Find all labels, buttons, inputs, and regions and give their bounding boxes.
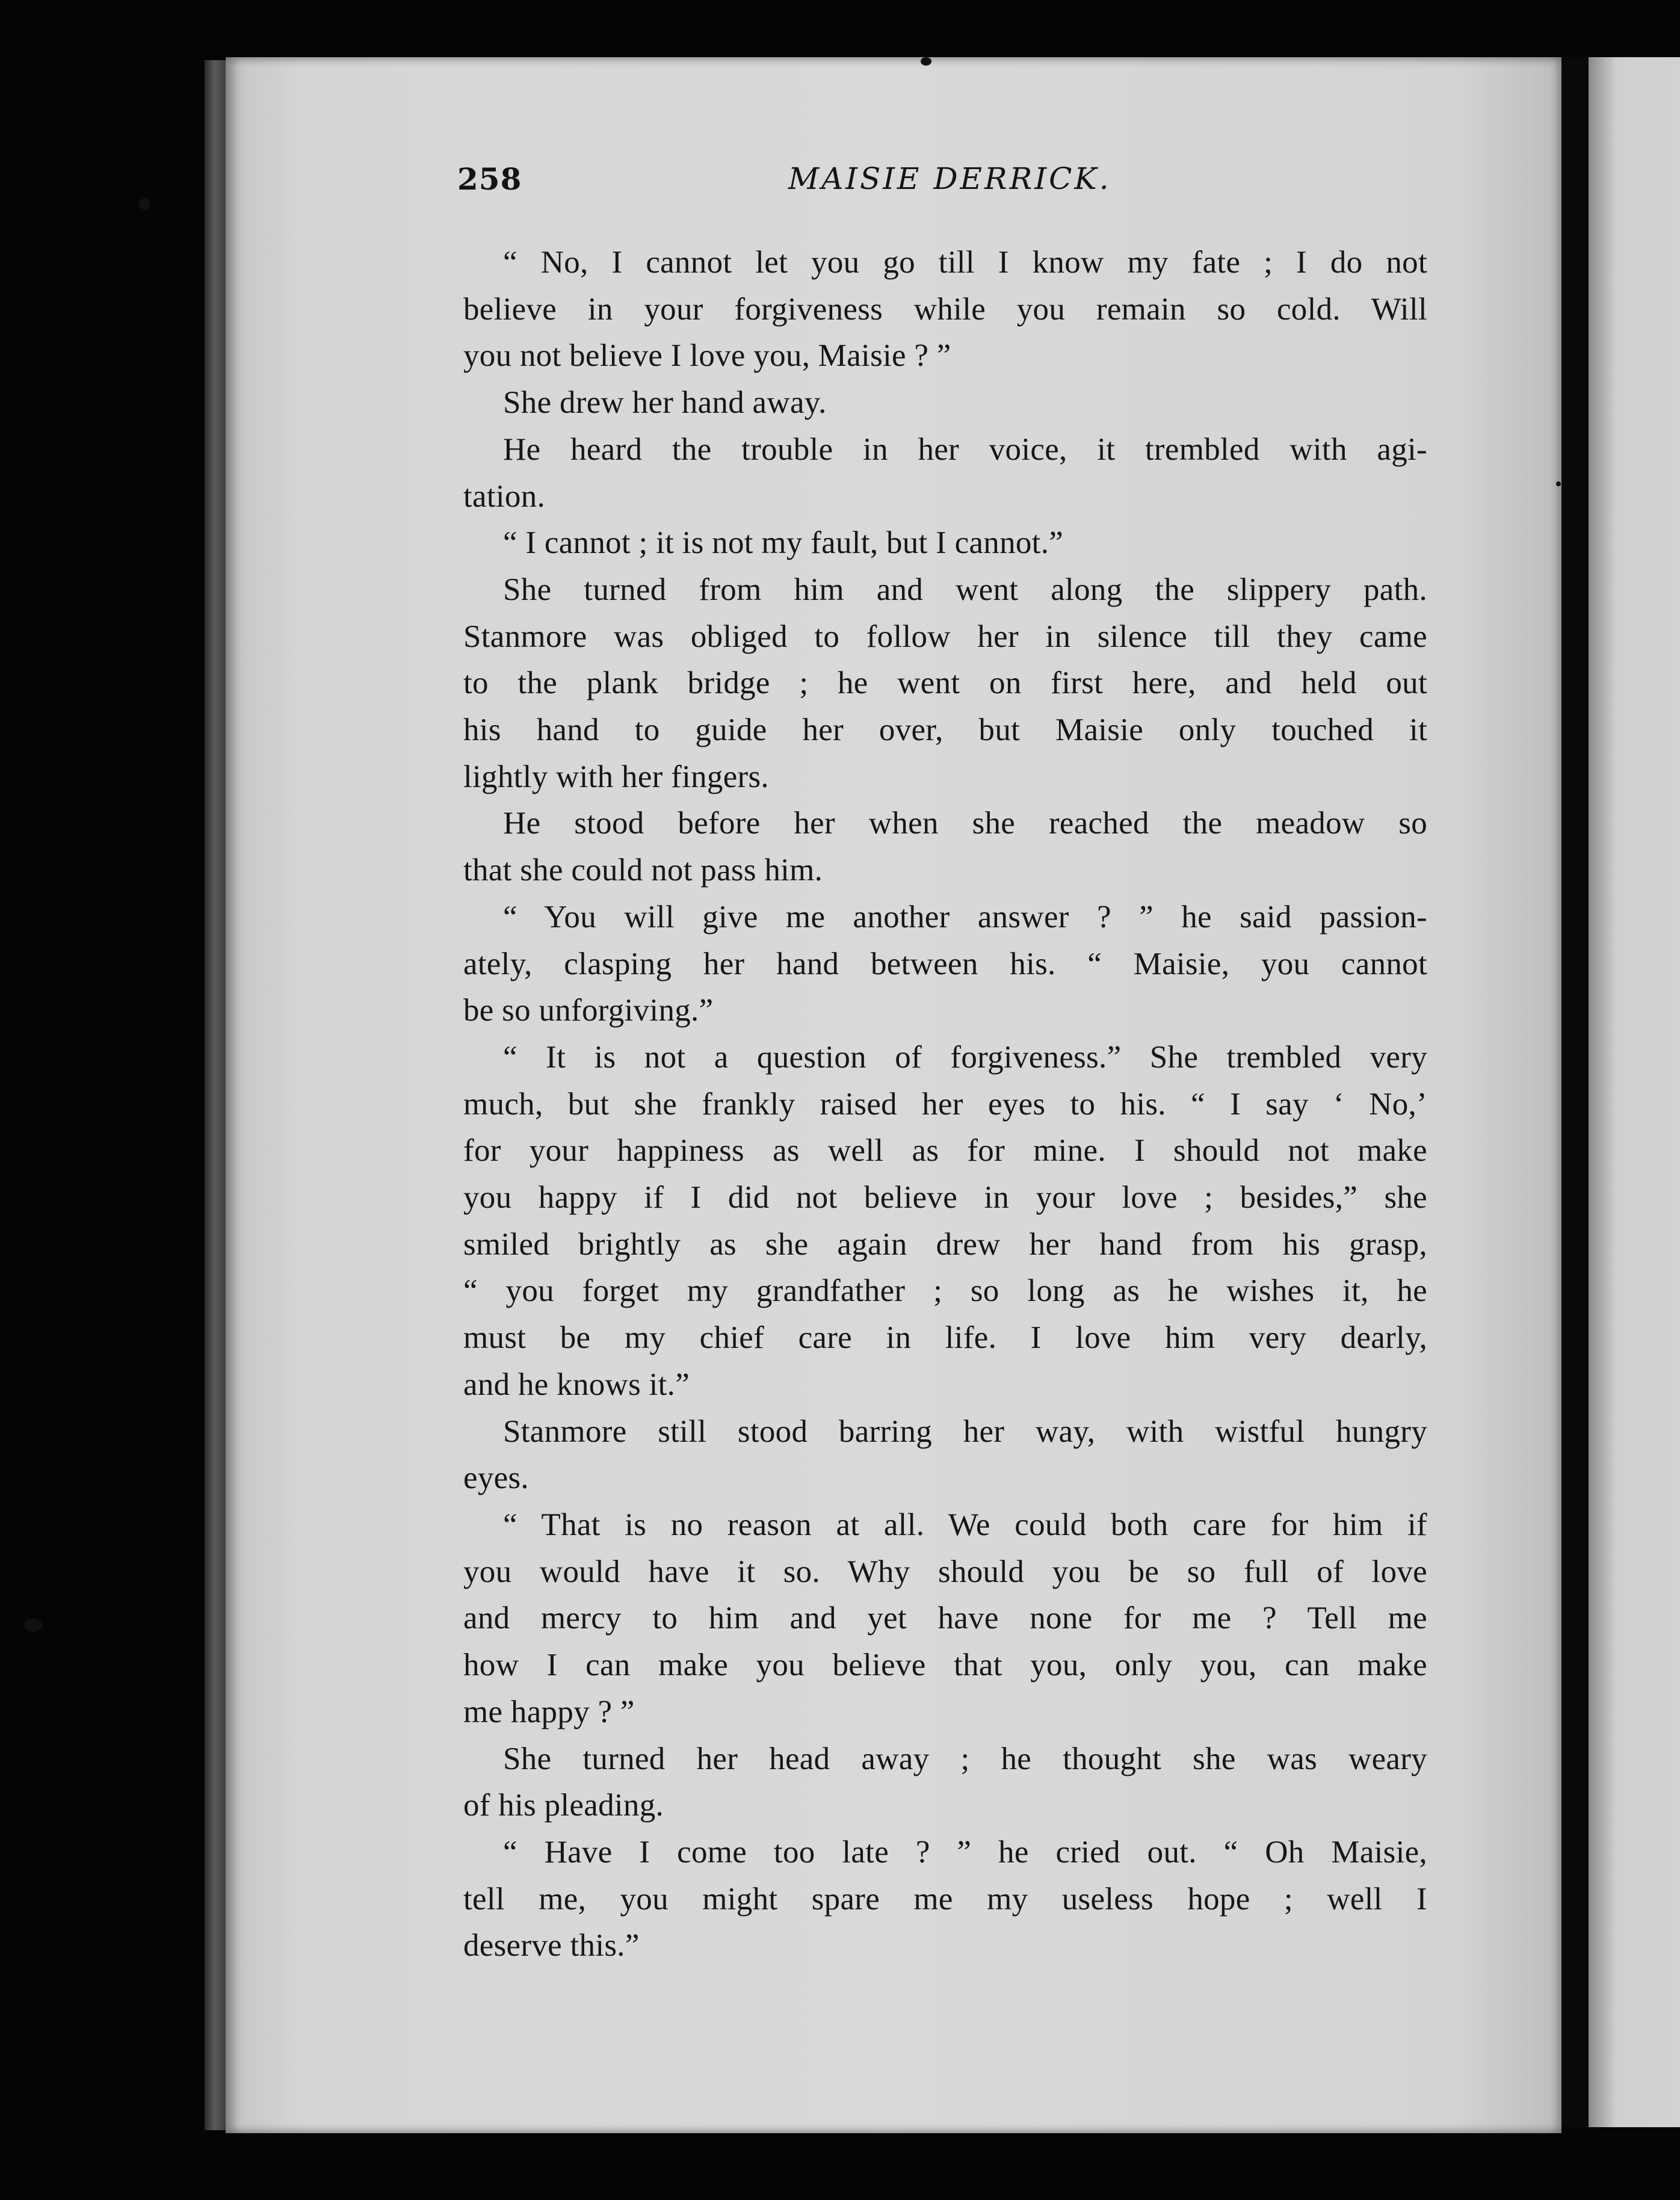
text-line: how I can make you believe that you, only you, can make [463, 1648, 1427, 1683]
text-line: and mercy to him and yet have none for me ? Tell me [463, 1601, 1427, 1636]
paragraph [463, 1409, 1427, 1502]
text-line: “ you forget my grandfather ; so long as he wishes it, he [463, 1273, 1427, 1309]
text-line: “ I cannot ; it is not my fault, but I cannot.” [503, 525, 1064, 561]
text-line: smiled brightly as she again drew her hand from his grasp, [463, 1226, 1427, 1262]
paragraph [463, 520, 1427, 567]
scan-speck [921, 57, 931, 66]
text-line: Stanmore still stood barring her way, with wistful hungry [503, 1414, 1427, 1449]
text-line: must be my chief care in life. I love him very dearly, [463, 1320, 1427, 1356]
body-text [463, 239, 1427, 1970]
text-line: deserve this.” [463, 1928, 640, 1964]
text-line: that she could not pass him. [463, 853, 823, 888]
next-page-edge [1589, 57, 1680, 2127]
text-line: She turned from him and went along the slippery path. [503, 572, 1427, 607]
text-line: She drew her hand away. [503, 385, 827, 421]
text-line: be so unforgiving.” [463, 993, 714, 1028]
paragraph [463, 800, 1427, 894]
text-line: much, but she frankly raised her eyes to his. “ I say ‘ No,’ [463, 1086, 1427, 1122]
paragraph [463, 894, 1427, 1034]
text-line: his hand to guide her over, but Maisie only touched it [463, 712, 1427, 748]
text-line: “ That is no reason at all. We could both care for him if [503, 1507, 1427, 1542]
page-number: 258 [457, 161, 522, 197]
paragraph [463, 567, 1427, 801]
text-line: “ You will give me another answer ? ” he said passion- [503, 899, 1427, 935]
text-line: and he knows it.” [463, 1367, 690, 1402]
paragraph [463, 1829, 1427, 1970]
text-line: of his pleading. [463, 1788, 664, 1823]
book-gutter [205, 60, 229, 2130]
paragraph [463, 380, 1427, 427]
text-line: ately, clasping her hand between his. “ Maisie, you cannot [463, 946, 1427, 981]
text-line: lightly with her fingers. [463, 759, 769, 794]
text-line: She turned her head away ; he thought she was weary [503, 1741, 1427, 1776]
text-line: “ Have I come too late ? ” he cried out. “ Oh Maisie, [503, 1834, 1427, 1870]
text-line: eyes. [463, 1460, 529, 1496]
running-title: MAISIE DERRICK. [788, 161, 1111, 196]
text-line: He heard the trouble in her voice, it trembled with agi- [503, 431, 1427, 467]
page-gap [1561, 57, 1589, 2127]
text-line: for your happiness as well as for mine. I should not make [463, 1133, 1427, 1169]
running-head [226, 161, 1561, 215]
paragraph [463, 427, 1427, 520]
text-line: tell me, you might spare me my useless hope ; well I [463, 1881, 1427, 1917]
text-line: Stanmore was obliged to follow her in silence till they came [463, 619, 1427, 654]
text-line: me happy ? ” [463, 1694, 635, 1729]
text-line: “ It is not a question of forgiveness.” She trembled very [503, 1039, 1427, 1075]
paragraph [463, 1736, 1427, 1829]
text-line: “ No, I cannot let you go till I know my fate ; I do not [503, 245, 1427, 280]
text-line: believe in your forgiveness while you remain so cold. Will [463, 291, 1427, 327]
paragraph [463, 239, 1427, 380]
text-line: you happy if I did not believe in your love ; besides,” she [463, 1180, 1427, 1216]
paragraph [463, 1034, 1427, 1409]
text-line: you not believe I love you, Maisie ? ” [463, 338, 951, 374]
text-line: He stood before her when she reached the meadow so [503, 806, 1427, 841]
paragraph [463, 1502, 1427, 1736]
scan-speck [1556, 481, 1561, 486]
scan-speck [138, 199, 150, 209]
text-line: tation. [463, 478, 546, 514]
scan-speck [24, 1619, 42, 1632]
text-line: to the plank bridge ; he went on first here, and held out [463, 666, 1427, 701]
text-line: you would have it so. Why should you be so full of love [463, 1554, 1427, 1589]
